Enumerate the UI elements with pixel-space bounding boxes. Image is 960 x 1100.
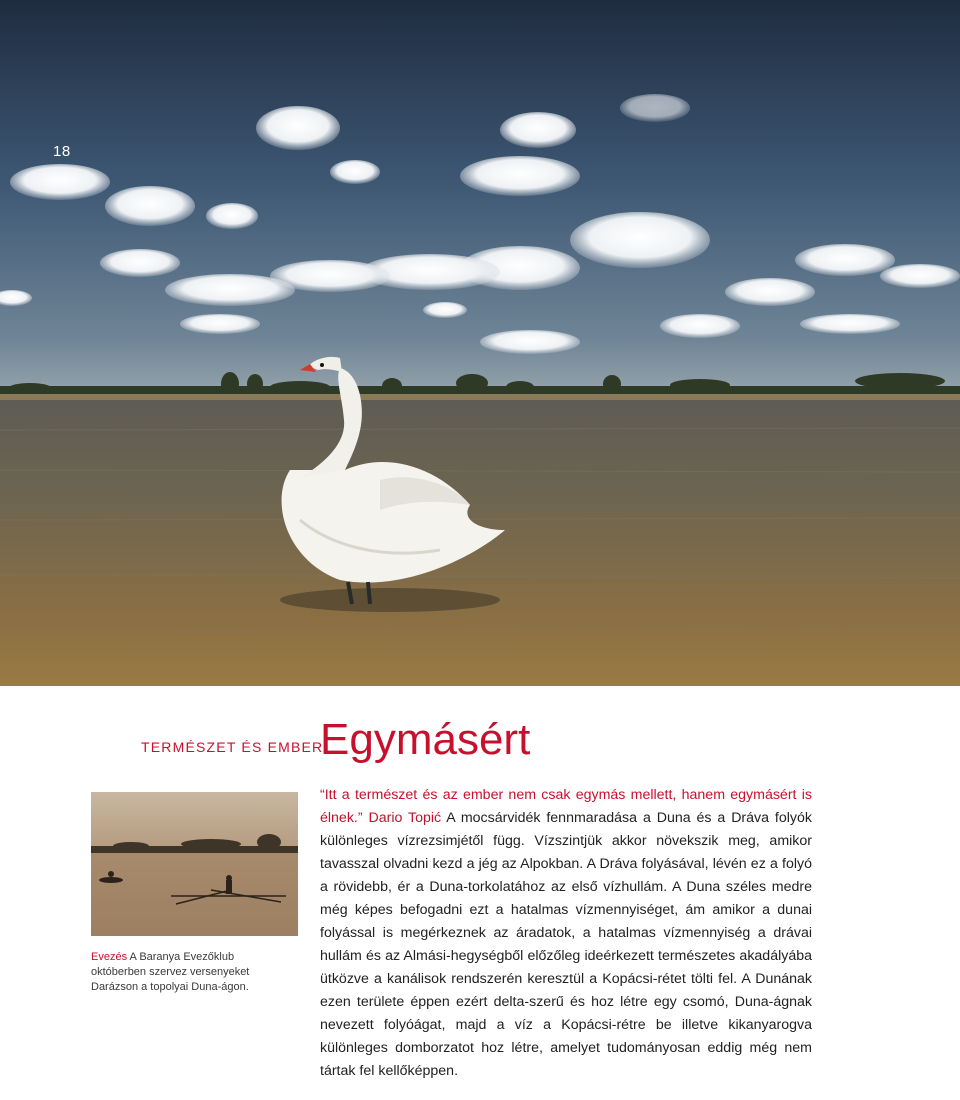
caption-lead: Evezés — [91, 951, 128, 963]
section-label: TERMÉSZET ÉS EMBER — [141, 739, 324, 755]
article-text: A mocsárvidék fennmaradása a Duna és a Dráva folyók különleges vízrezsimjétől függ. Vízszintjük akkor növekszik meg, amikor tavasszal olvadni kezd a jég az Alpokban. A Dráva folyásával, lévén ez a folyó a rövidebb, ér a Duna-torkolatához az első vízhullám. A Duna széles medre még képes befogadni ezt a hatalmas vízmennyiséget, ám amikor a dunai folyással is megérkeznek az áradatok, a hatalmas vízmennyiség a drávai hullám és az Almási-hegységből előzőleg ideérkezett természetes akadályába ütközve a kanálisok rendszerén keresztül a Kopácsi-rétet tölti fel. A Dunának ezen területe éppen ezért delta-szerű és hoz létre egy csomó, Duna-ágnak nevezett folyóágat, majd a víz a Kopácsi-rétre be illetve kikanyarogva különleges domborzatot hoz létre, amelyet tudományosan eddig még nem tártak fel kellőképpen. — [320, 810, 812, 1079]
page-number: 18 — [53, 143, 71, 160]
rowing-photo — [91, 792, 298, 936]
caption-text: A Baranya Evezőklub októberben szervez versenyeket Darázson a topolyai Duna-ágon. — [91, 951, 250, 993]
side-photo — [91, 792, 298, 936]
article-body — [320, 784, 812, 1083]
page-title: Egymásért — [320, 715, 531, 764]
article-quote: “Itt a természet és az ember nem csak egymás mellett, hanem egymásért is élnek.” Dario Topić — [320, 787, 812, 826]
photo-caption — [91, 950, 286, 995]
